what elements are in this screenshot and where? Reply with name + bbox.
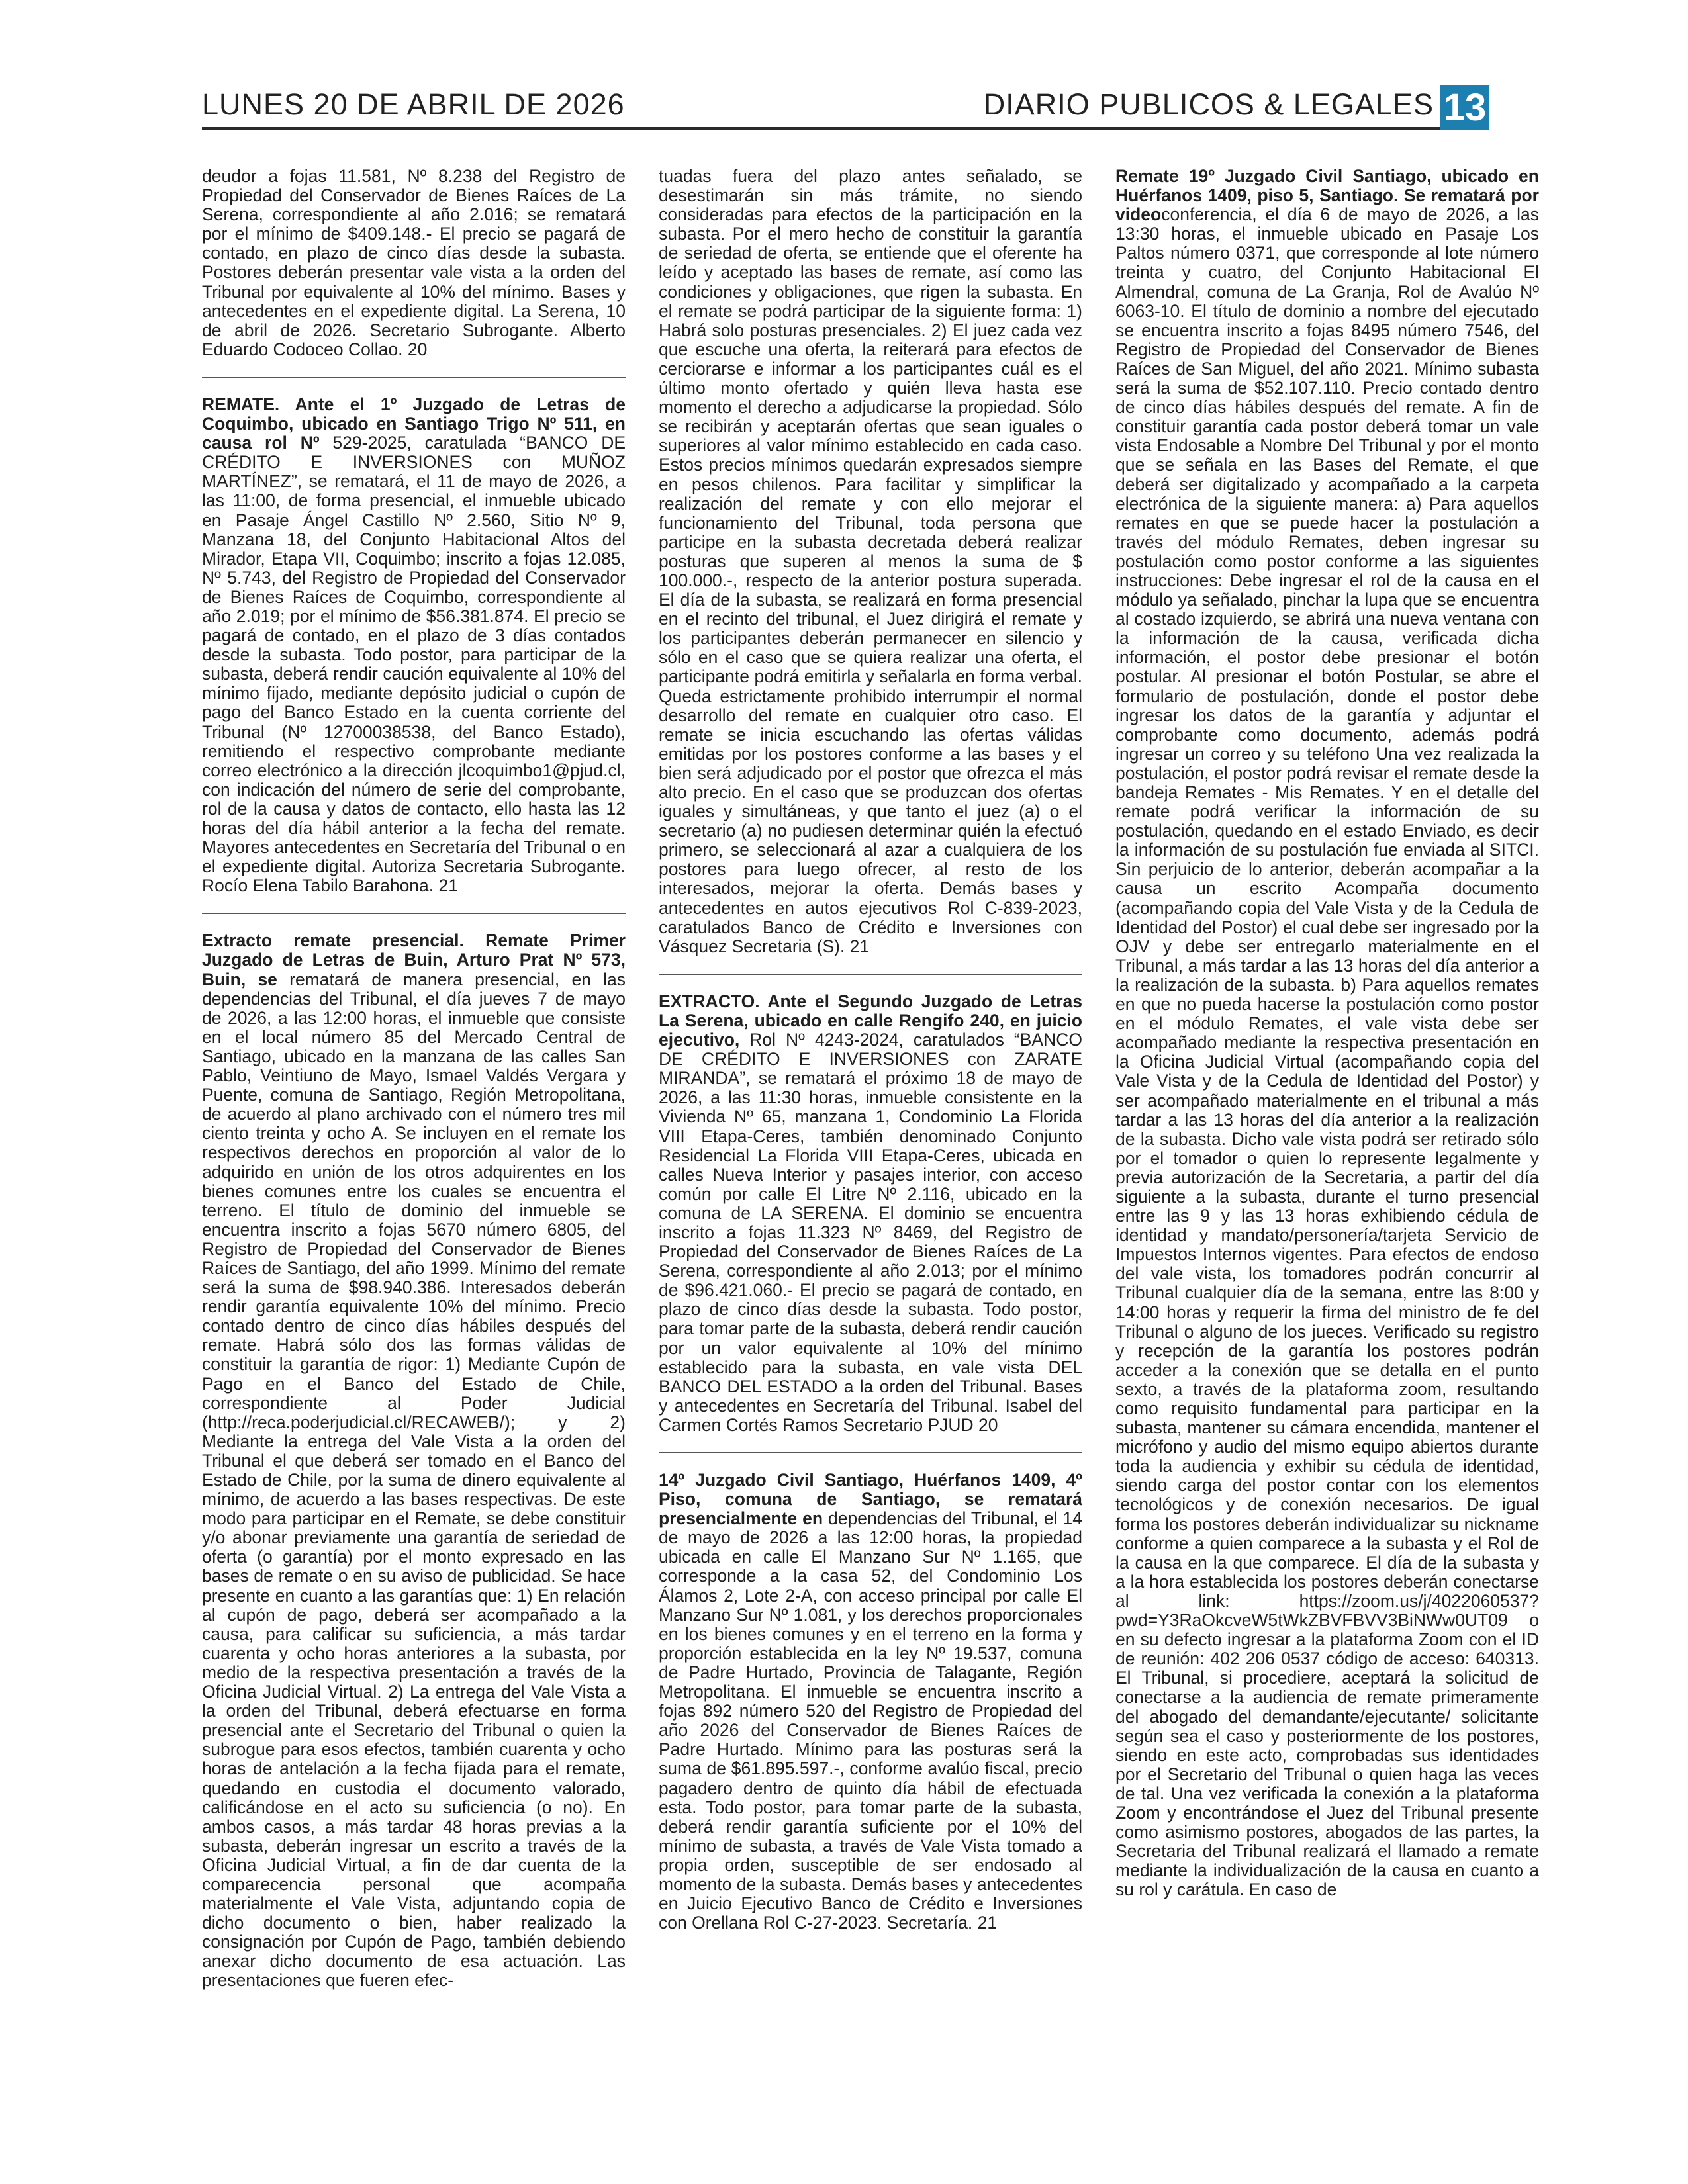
notice-19-juzgado-civil bbox=[1115, 167, 1539, 1899]
notice-body: dependencias del Tribunal, el 14 de mayo de 2026 a las 12:00 horas, la propiedad ubicada en calle El Manzano Sur Nº 1.165, que corresponde a la casa 52, del Condominio Los Álamos 2, Lote 2-A, con acceso principal por calle El Manzano Sur Nº 1.081, y los derechos proporcionales en los bienes comunes y en el terreno en la forma y proporción establecida en la ley Nº 19.537, comuna de Padre Hurtado, Provincia de Talagante, Región Metropolitana. El inmueble se encuentra inscrito a fojas 892 número 520 del Registro de Propiedad del año 2026 del Conservador de Bienes Raíces de Padre Hurtado. Mínimo para las posturas será la suma de $61.895.597.-, conforme avalúo fiscal, precio pagadero dentro de quinto día hábil de efectuada esta. Todo postor, para tomar parte de la subasta, deberá rendir garantía suficiente por el 10% del mínimo de subasta, a través de Vale Vista tomado a propia orden, susceptible de ser endosado al momento de la subasta. Demás bases y antecedentes en Juicio Ejecutivo Banco de Crédito e Inversiones con Orellana Rol C-27-2023. Secretaría. 21 bbox=[659, 1508, 1082, 1933]
notice-body: Rol Nº 4243-2024, caratulados “BANCO DE CRÉDITO E INVERSIONES con ZARATE MIRANDA”, se rematará el próximo 18 de mayo de 2026, a las 11:30 horas, inmueble consistente en la Vivienda Nº 65, manzana 1, Condominio La Florida VIII Etapa-Ceres, también denominado Conjunto Residencial La Florida VIII Etapa-Ceres, ubicada en calles Nueva Interior y pasajes interior, con acceso común por calle El Litre Nº 2.116, ubicado en la comuna de LA SERENA. El dominio se encuentra inscrito a fojas 11.323 Nº 8469, del Registro de Propiedad del Conservador de Bienes Raíces de La Serena, correspondiente al año 2.013; por el mínimo de $96.421.060.- El precio se pagará de contado, en plazo de cinco días desde la subasta. Todo postor, para tomar parte de la subasta, deberá rendir caución por un valor equivalente al 10% del mínimo establecido para la subasta, en vale vista DEL BANCO DEL ESTADO a la orden del Tribunal. Bases y antecedentes en Secretaría del Tribunal. Isabel del Carmen Cortés Ramos Secretario PJUD 20 bbox=[659, 1030, 1082, 1435]
page-header bbox=[202, 79, 1489, 130]
notice-remate-coquimbo bbox=[202, 377, 626, 895]
notice-extracto-la-serena bbox=[659, 974, 1082, 1435]
notice-remate-buin bbox=[202, 913, 626, 1990]
notice-continued bbox=[202, 167, 626, 359]
notice-lead: REMATE. Ante el 1º Juzgado de Letras de Coquimbo, ubicado en Santiago Trigo Nº 511, en causa rol Nº bbox=[202, 394, 626, 453]
column-1 bbox=[202, 167, 626, 1991]
notice-lead: Remate 19º Juzgado Civil Santiago, ubicado en Huérfanos 1409, piso 5, Santiago. Se rematará por video bbox=[1115, 166, 1539, 225]
notice-body: 529-2025, caratulada “BANCO DE CRÉDITO E INVERSIONES con MUÑOZ MARTÍNEZ”, se rematará, el 11 de mayo de 2026, a las 11:00, de forma presencial, el inmueble ubicado en Pasaje Ángel Castillo Nº 2.560, Sitio Nº 9, Manzana 18, del Conjunto Habitacional Altos del Mirador, Etapa VII, Coquimbo; inscrito a fojas 12.085, Nº 5.743, del Registro de Propiedad del Conservador de Bienes Raíces de Coquimbo, correspondiente al año 2.019; por el mínimo de $56.381.874. El precio se pagará de contado, en el plazo de 3 días contados desde la subasta. Todo postor, para participar de la subasta, deberá rendir caución equivalente al 10% del mínimo fijado, mediante depósito judicial o cupón de pago del Banco Estado en la cuenta corriente del Tribunal (Nº 12700038538, del Banco Estado), remitiendo el respectivo comprobante mediante correo electrónico a la dirección jlcoquimbo1@pjud.cl, con indicación del número de serie del comprobante, rol de la causa y datos de contacto, ello hasta las 12 horas del día hábil anterior a la fecha del remate. Mayores antecedentes en Secretaría del Tribunal o en el expediente digital. Autoriza Secretaria Subrogante. Rocío Elena Tabilo Barahona. 21 bbox=[202, 433, 626, 896]
column-2 bbox=[659, 167, 1082, 1933]
notice-lead: EXTRACTO. Ante el Segundo Juzgado de Letras La Serena, ubicado en calle Rengifo 240, en juicio ejecutivo, bbox=[659, 991, 1082, 1050]
header-date: LUNES 20 DE ABRIL DE 2026 bbox=[202, 87, 625, 121]
header-publication-title: DIARIO PUBLICOS & LEGALES bbox=[983, 87, 1434, 121]
notice-body: deudor a fojas 11.581, Nº 8.238 del Registro de Propiedad del Conservador de Bienes Raíces de La Serena, correspondiente al año 2.016; se rematará por el mínimo de $409.148.- El precio se pagará de contado, en plazo de cinco días desde la subasta. Postores deberán presentar vale vista a la orden del Tribunal por equivalente al 10% del mínimo. Bases y antecedentes en el expediente digital. La Serena, 10 de abril de 2026. Secretario Subrogante. Alberto Eduardo Codoceo Collao. 20 bbox=[202, 166, 626, 359]
notice-lead: 14º Juzgado Civil Santiago, Huérfanos 1409, 4º Piso, comuna de Santiago, se rematará presencialmente en bbox=[659, 1470, 1082, 1529]
notice-14-juzgado-civil bbox=[659, 1452, 1082, 1933]
column-3 bbox=[1115, 167, 1539, 1899]
notice-lead: Extracto remate presencial. Remate Primer Juzgado de Letras de Buin, Arturo Prat Nº 573, Buin, se bbox=[202, 931, 626, 989]
notice-body: tuadas fuera del plazo antes señalado, se desestimarán sin más trámite, no siendo consideradas para efectos de la participación en la subasta. Por el mero hecho de constituir la garantía de seriedad de oferta, se entiende que el oferente ha leído y aceptado las bases de remate, así como las condiciones y obligaciones, que rigen la subasta. En el remate se podrá participar de la siguiente forma: 1) Habrá solo posturas presenciales. 2) El juez cada vez que escuche una oferta, la reiterará para efectos de cerciorarse e informar a los participantes cuál es el último monto ofertado y quién lleva hasta ese momento el derecho a adjudicarse la propiedad. Sólo se recibirán y aceptarán ofertas que sean iguales o superiores al valor mínimo establecido en cada caso. Estos precios mínimos quedarán expresados siempre en pesos chilenos. Para facilitar y simplificar la realización del remate y con ello mejorar el funcionamiento del Tribunal, toda persona que participe en la subasta decretada deberá realizar posturas que superen al menos la suma de $ 100.000.-, respecto de la anterior postura superada. El día de la subasta, se realizará en forma presencial en el recinto del tribunal, el Juez dirigirá el remate y los participantes deberán permanecer en silencio y sólo en el caso que se quiera realizar una oferta, el participante podrá emitirla y señalarla en forma verbal. Queda estrictamente prohibido interrumpir el normal desarrollo del remate en cualquier otro caso. El remate se inicia escuchando las ofertas válidas emitidas por los postores conforme a las bases y el bien será adjudicado por el postor que ofrezca el más alto precio. En el caso que se produzcan dos ofertas iguales y simultáneas, y que tanto el juez (a) o el secretario (a) no pudiesen determinar quién la efectuó primero, se seleccionará al azar a cualquiera de los postores para luego ofrecer, al resto de los interesados, mejorar la oferta. Demás bases y antecedentes en autos ejecutivos Rol C-839-2023, caratulados Banco de Crédito e Inversiones con Vásquez Secretaria (S). 21 bbox=[659, 166, 1082, 956]
notice-body: rematará de manera presencial, en las dependencias del Tribunal, el día jueves 7 de mayo de 2026, a las 12:00 horas, el inmueble que consiste en el local número 85 del Mercado Central de Santiago, ubicado en la manzana de las calles San Pablo, Veintiuno de Mayo, Ismael Valdés Vergara y Puente, comuna de Santiago, Región Metropolitana, de acuerdo al plano archivado con el número tres mil ciento treinta y ocho A. Se incluyen en el remate los respectivos derechos en proporción al valor de lo adquirido en unión de los otros adquirentes en los bienes comunes entre los cuales se encuentra el terreno. El título de dominio del inmueble se encuentra inscrito a fojas 5670 número 6805, del Registro de Propiedad del Conservador de Bienes Raíces de Santiago, del año 1999. Mínimo del remate será la suma de $98.940.386. Interesados deberán rendir garantía equivalente 10% del mínimo. Precio contado dentro de cinco días hábiles después del remate. Habrá sólo dos las formas válidas de constituir la garantía de rigor: 1) Mediante Cupón de Pago en el Banco del Estado de Chile, correspondiente al Poder Judicial (http://reca.poderjudicial.cl/RECAWEB/); y 2) Mediante la entrega del Vale Vista a la orden del Tribunal el que deberá ser tomado en el Banco del Estado de Chile, por la suma de dinero equivalente al mínimo, de acuerdo a las bases respectivas. De este modo para participar en el Remate, se debe constituir y/o abonar previamente una garantía de seriedad de oferta (o garantía) por el monto expresado en las bases de remate o en su aviso de publicidad. Se hace presente en cuanto a las garantías que: 1) En relación al cupón de pago, deberá ser acompañado a la causa, para calificar su suficiencia, a más tardar cuarenta y ocho horas anteriores a la subasta, por medio de la respectiva presentación a través de la Oficina Judicial Virtual. 2) La entrega del Vale Vista a la orden del Tribunal, deberá efectuarse en forma presencial ante el Secretario del Tribunal o quien la subrogue para esos efectos, también cuarenta y ocho horas de antelación a la fecha fijada para el remate, quedando en custodia el documento valorado, calificándose en el acto su suficiencia (o no). En ambos casos, a más tardar 48 horas previas a la subasta, deberán ingresar un escrito a través de la Oficina Judicial Virtual, a fin de dar cuenta de la comparecencia personal que acompaña materialmente el Vale Vista, adjuntando copia de dicho documento o bien, haber realizado la consignación por Cupón de Pago, también debiendo anexar dicho documento de esa actuación. Las presentaciones que fueren efec- bbox=[202, 969, 626, 1991]
notice-body: conferencia, el día 6 de mayo de 2026, a las 13:30 horas, el inmueble ubicado en Pasaje Los Paltos número 0371, que corresponde al lote número treinta y cuatro, del Conjunto Habitacional El Almendral, comuna de La Granja, Rol de Avalúo Nº 6063-10. El título de dominio a nombre del ejecutado se encuentra inscrito a fojas 8495 número 7546, del Registro de Propiedad del Conservador de Bienes Raíces de San Miguel, del año 2021. Mínimo subasta será la suma de $52.107.110. Precio contado dentro de cinco días hábiles después del remate. A fin de constituir garantía cada postor deberá tomar un vale vista Endosable a Nombre Del Tribunal y por el monto que se señala en las Bases del Remate, el que deberá ser digitalizado y acompañado a la carpeta electrónica de la siguiente manera: a) Para aquellos remates en que se puede hacer la postulación a través del módulo Remates, deben ingresar su postulación como postor conforme a las siguientes instrucciones: Debe ingresar el rol de la causa en el módulo ya señalado, pinchar la lupa que se encuentra al costado izquierdo, se abrirá una nueva ventana con la información de la causa, verificada dicha información, el postor debe presionar el botón postular. Al presionar el botón Postular, se abre el formulario de postulación, donde el postor debe ingresar los datos de la garantía y adjuntar el comprobante como documento, además podrá ingresar un correo y su teléfono Una vez realizada la postulación, el postor podrá revisar el remate desde la bandeja Remates - Mis Remates. Y en el detalle del remate podrá verificar la información de su postulación, quedando en el estado Enviado, es decir la información de su postulación fue enviada al SITCI. Sin perjuicio de lo anterior, deberán acompañar a la causa un escrito Acompaña documento (acompañando copia del Vale Vista y de la Cedula de Identidad del Postor) el cual debe ser ingresado por la OJV y debe ser entregarlo materialmente en el Tribunal, a más tardar a las 13 horas del día anterior a la realización de la subasta. b) Para aquellos remates en que no pueda hacerse la postulación como postor en el módulo Remates, el vale vista debe ser acompañado mediante la respectiva presentación en la Oficina Judicial Virtual (acompañando copia del Vale Vista y de la Cedula de Identidad del Postor) y ser acompañado materialmente en el tribunal a más tardar a las 13 horas del día anterior a la realización de la subasta. Dicho vale vista podrá ser retirado sólo por el tomador o quien lo represente legalmente y previa autorización de la Secretaria, a partir del día siguiente a la subasta, durante el turno presencial entre las 9 y las 13 horas exhibiendo cédula de identidad y mandato/personería/tarjeta Servicio de Impuestos Internos vigentes. Para efectos de endoso del vale vista, los tomadores podrán concurrir al Tribunal cualquier día de la semana, entre las 8:00 y 14:00 horas y requerir la firma del ministro de fe del Tribunal o alguno de los jueces. Verificado su registro y recepción de la garantía los postores podrán acceder a la conexión que se detalla en el punto sexto, a través de la plataforma zoom, resultando como requisito fundamental para participar en la subasta, mantener su cámara encendida, mantener el micrófono y audio del mismo equipo abiertos durante toda la audiencia y exhibir su cédula de identidad, siendo carga del postor contar con los elementos tecnológicos y de conexión necesarios. De igual forma los postores deberán individualizar su nickname conforme a quien comparece a la subasta y el Rol de la causa en la que comparece. El día de la subasta y a la hora establecida los postores deberán conectarse al link: https://zoom.us/j/4022060537?pwd=Y3RaOkcveW5tWkZBVFBVV3BiNWw0UT09 o en su defecto ingresar a la plataforma Zoom con el ID de reunión: 402 206 0537 código de acceso: 640313. El Tribunal, si procediere, aceptará la solicitud de conectarse a la audiencia de remate primeramente del abogado del demandante/ejecutante/ solicitante según sea el caso y posteriormente de los postores, siendo en este acto, comprobadas sus identidades por el Secretario del Tribunal o quien haga las veces de tal. Una vez verificada la conexión a la plataforma Zoom y encontrándose el Juez del Tribunal presente como asimismo postores, abogados de las partes, la Secretaria del Tribunal realizará el llamado a remate mediante la individualización de la causa en cuanto a su rol y carátula. En caso de bbox=[1115, 205, 1539, 1900]
notice-continued bbox=[659, 167, 1082, 956]
page-number-badge: 13 bbox=[1440, 85, 1489, 130]
